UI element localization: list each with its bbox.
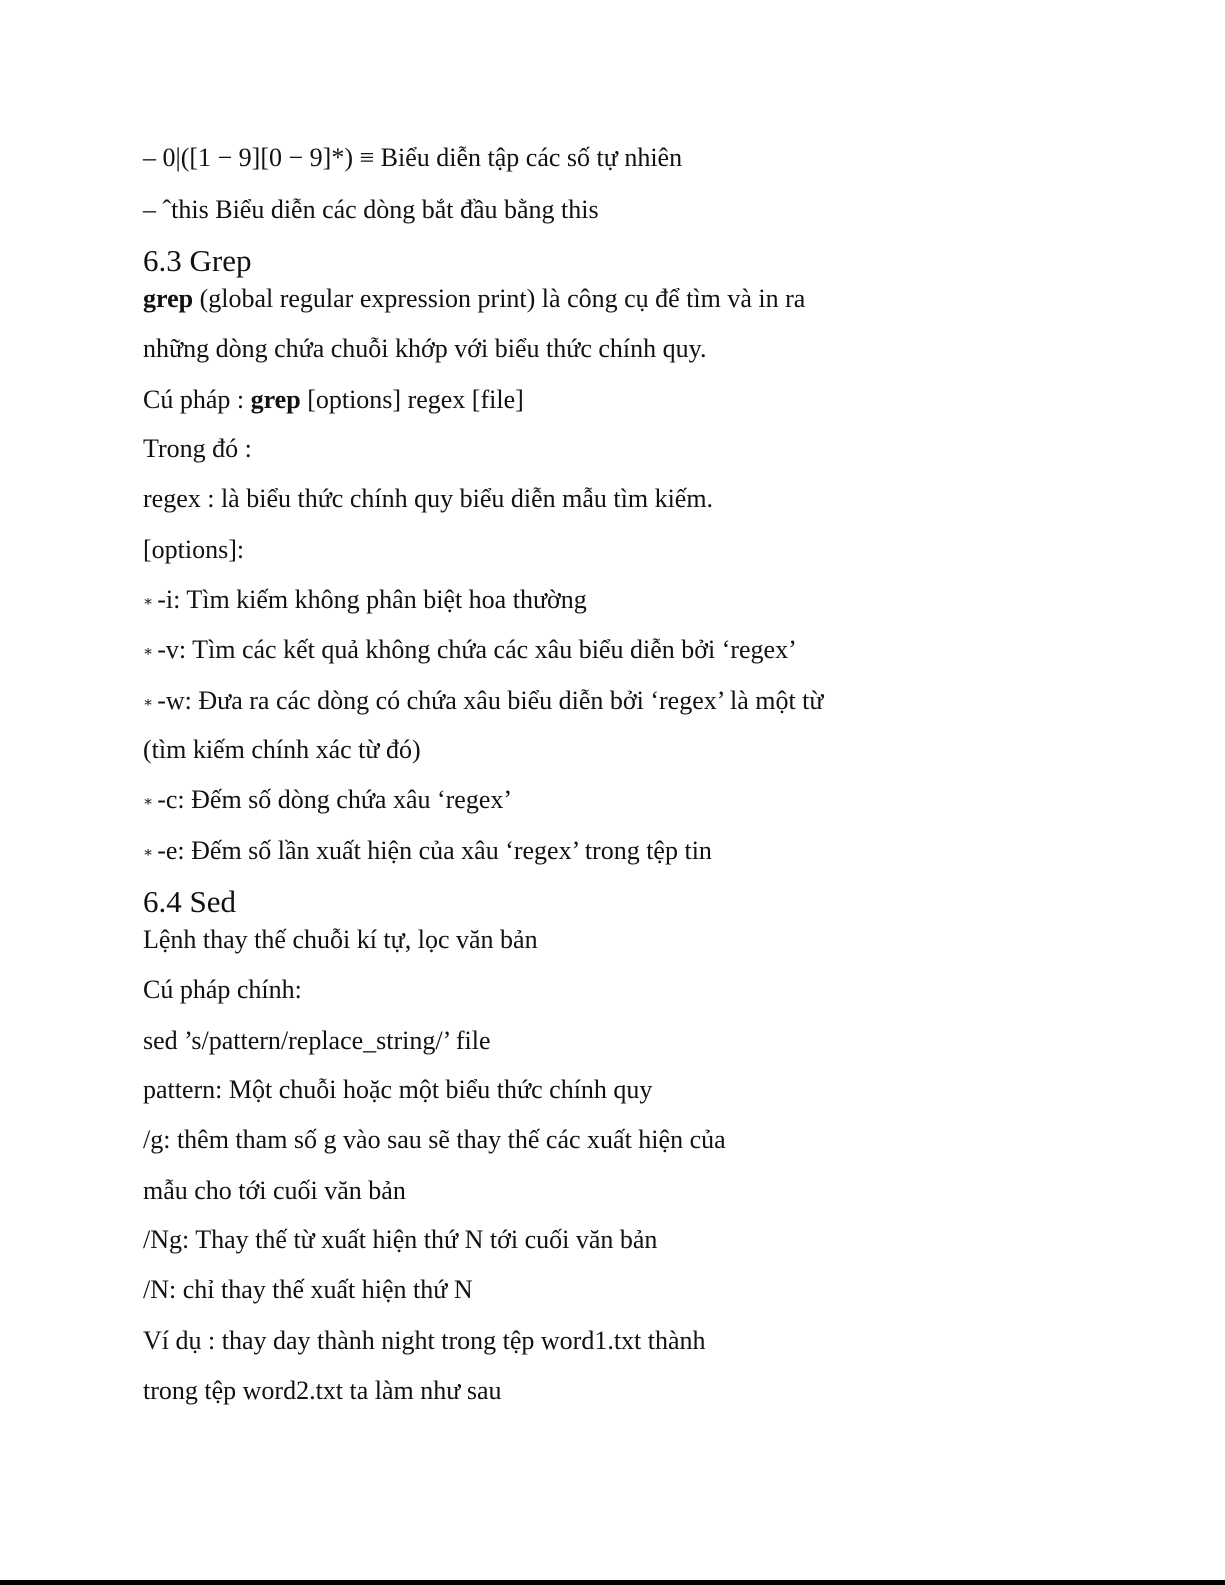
option-v-item <box>143 635 797 667</box>
option-e-text: -e: Đếm số lần xuất hiện của xâu ‘regex’ trong tệp tin <box>157 836 712 865</box>
grep-intro-line-2: những dòng chứa chuỗi khớp với biểu thức chính quy. <box>143 334 707 363</box>
grep-intro-text: (global regular expression print) là công cụ để tìm và in ra <box>193 284 806 313</box>
grep-keyword: grep <box>143 284 194 313</box>
grep-syntax-line <box>143 385 524 415</box>
page-bottom-border <box>0 1580 1225 1585</box>
bullet-icon: ∗ <box>143 644 154 660</box>
option-v-text: -v: Tìm các kết quả không chứa các xâu biểu diễn bởi ‘regex’ <box>157 635 797 664</box>
option-e-item <box>143 836 712 868</box>
sed-example-line-1: Ví dụ : thay day thành night trong tệp word1.txt thành <box>143 1326 706 1355</box>
sed-g-flag-line-2: mẫu cho tới cuối văn bản <box>143 1176 406 1205</box>
sed-g-flag-line-1: /g: thêm tham số g vào sau sẽ thay thế các xuất hiện của <box>143 1125 726 1154</box>
bullet-icon: ∗ <box>143 794 154 810</box>
option-i-text: -i: Tìm kiếm không phân biệt hoa thường <box>157 585 587 614</box>
option-c-text: -c: Đếm số dòng chứa xâu ‘regex’ <box>157 785 513 814</box>
options-label: [options]: <box>143 535 245 564</box>
bullet-icon: ∗ <box>143 695 154 711</box>
option-i-item <box>143 585 587 617</box>
where-label: Trong đó : <box>143 434 252 463</box>
sed-description: Lệnh thay thế chuỗi kí tự, lọc văn bản <box>143 925 538 954</box>
sed-example-line-2: trong tệp word2.txt ta làm như sau <box>143 1376 502 1405</box>
line-start-regex-line: – ˆthis Biểu diễn các dòng bắt đầu bằng this <box>143 195 599 224</box>
grep-section-heading: 6.3 Grep <box>143 243 252 278</box>
option-w-text: -w: Đưa ra các dòng có chứa xâu biểu diễn bởi ‘regex’ là một từ <box>157 686 824 715</box>
grep-syntax-prefix: Cú pháp : <box>143 385 251 414</box>
sed-syntax: sed ’s/pattern/replace_string/’ file <box>143 1026 491 1055</box>
sed-pattern-desc: pattern: Một chuỗi hoặc một biểu thức chính quy <box>143 1075 653 1104</box>
natural-numbers-regex-line: – 0|([1 − 9][0 − 9]*) ≡ Biểu diễn tập các số tự nhiên <box>143 143 683 172</box>
option-w-item <box>143 686 824 718</box>
grep-syntax-args: [options] regex [file] <box>300 385 524 414</box>
grep-syntax-keyword: grep <box>250 385 301 414</box>
regex-description: regex : là biểu thức chính quy biểu diễn mẫu tìm kiếm. <box>143 484 714 513</box>
sed-n-flag: /N: chỉ thay thế xuất hiện thứ N <box>143 1275 473 1304</box>
option-c-item <box>143 785 512 817</box>
bullet-icon: ∗ <box>143 594 154 610</box>
sed-ng-flag: /Ng: Thay thế từ xuất hiện thứ N tới cuối văn bản <box>143 1225 658 1254</box>
sed-section-heading: 6.4 Sed <box>143 884 236 919</box>
bullet-icon: ∗ <box>143 845 154 861</box>
option-w-continuation: (tìm kiếm chính xác từ đó) <box>143 735 421 764</box>
sed-syntax-label: Cú pháp chính: <box>143 975 302 1004</box>
grep-intro-line <box>143 284 805 314</box>
